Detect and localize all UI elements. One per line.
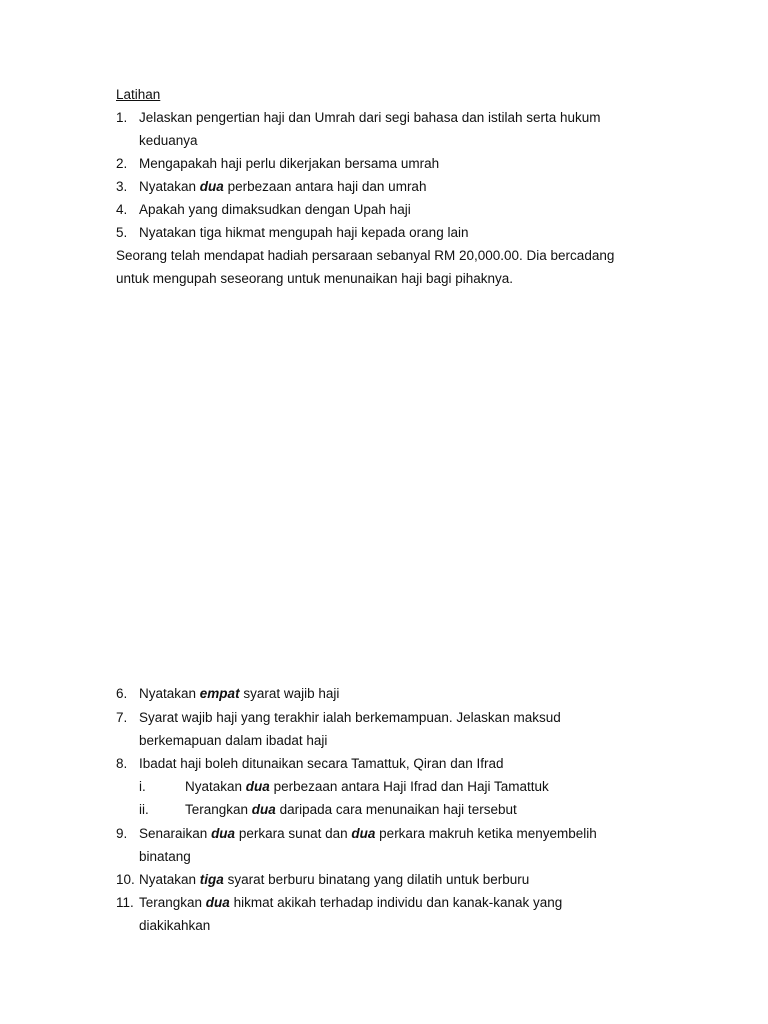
item-text <box>139 871 529 889</box>
emphasis-word: empat <box>199 686 240 701</box>
item-text <box>139 178 426 196</box>
sub-item-number: i. <box>139 779 146 794</box>
text-segment: Nyatakan <box>139 179 200 194</box>
item-number: 7. <box>116 710 128 725</box>
item-number: 8. <box>116 756 128 771</box>
item-text: Nyatakan tiga hikmat mengupah haji kepada orang lain <box>139 225 469 240</box>
emphasis-word: dua <box>211 826 236 841</box>
sub-item-text <box>185 801 517 819</box>
item-number: 4. <box>116 202 128 217</box>
text-segment: syarat berburu binatang yang dilatih untuk berburu <box>223 872 530 887</box>
sub-item-text <box>185 778 549 796</box>
text-segment: perkara makruh ketika menyembelih <box>375 826 597 841</box>
text-segment: Senaraikan <box>139 826 212 841</box>
emphasis-word: dua <box>245 779 270 794</box>
item-text <box>139 825 597 843</box>
item-text: Jelaskan pengertian haji dan Umrah dari segi bahasa dan istilah serta hukum <box>139 110 601 125</box>
text-segment: hikmat akikah terhadap individu dan kanak-kanak yang <box>229 895 563 910</box>
item-number: 3. <box>116 179 128 194</box>
text-segment: Nyatakan <box>139 686 200 701</box>
scenario-paragraph-line: untuk mengupah seseorang untuk menunaikan haji bagi pihaknya. <box>116 271 514 286</box>
text-segment: perbezaan antara haji dan umrah <box>223 179 427 194</box>
text-segment: syarat wajib haji <box>239 686 340 701</box>
item-text: Apakah yang dimaksudkan dengan Upah haji <box>139 202 411 217</box>
page-heading: Latihan <box>116 87 161 102</box>
item-text <box>139 685 339 703</box>
item-text-cont: binatang <box>139 849 191 864</box>
item-number: 1. <box>116 110 128 125</box>
text-segment: perbezaan antara Haji Ifrad dan Haji Tamattuk <box>269 779 549 794</box>
item-text: Ibadat haji boleh ditunaikan secara Tamattuk, Qiran dan Ifrad <box>139 756 504 771</box>
item-text: Syarat wajib haji yang terakhir ialah berkemampuan. Jelaskan maksud <box>139 710 561 725</box>
item-number: 10. <box>116 872 135 887</box>
emphasis-word: dua <box>251 802 276 817</box>
sub-item-number: ii. <box>139 802 149 817</box>
emphasis-word: tiga <box>199 872 224 887</box>
item-number: 5. <box>116 225 128 240</box>
item-number: 6. <box>116 686 128 701</box>
scenario-paragraph-line: Seorang telah mendapat hadiah persaraan sebanyal RM 20,000.00. Dia bercadang <box>116 248 615 263</box>
text-segment: Terangkan <box>185 802 252 817</box>
item-number: 9. <box>116 826 128 841</box>
item-text-cont: diakikahkan <box>139 918 211 933</box>
emphasis-word: dua <box>199 179 224 194</box>
item-text: Mengapakah haji perlu dikerjakan bersama umrah <box>139 156 440 171</box>
item-text-cont: keduanya <box>139 133 198 148</box>
item-text-cont: berkemapuan dalam ibadat haji <box>139 733 328 748</box>
emphasis-word: dua <box>351 826 376 841</box>
text-segment: Nyatakan <box>185 779 246 794</box>
item-number: 11. <box>116 895 134 910</box>
emphasis-word: dua <box>205 895 230 910</box>
text-segment: Terangkan <box>139 895 206 910</box>
text-segment: perkara sunat dan <box>235 826 352 841</box>
text-segment: Nyatakan <box>139 872 200 887</box>
text-segment: daripada cara menunaikan haji tersebut <box>275 802 517 817</box>
item-text <box>139 894 562 912</box>
item-number: 2. <box>116 156 128 171</box>
